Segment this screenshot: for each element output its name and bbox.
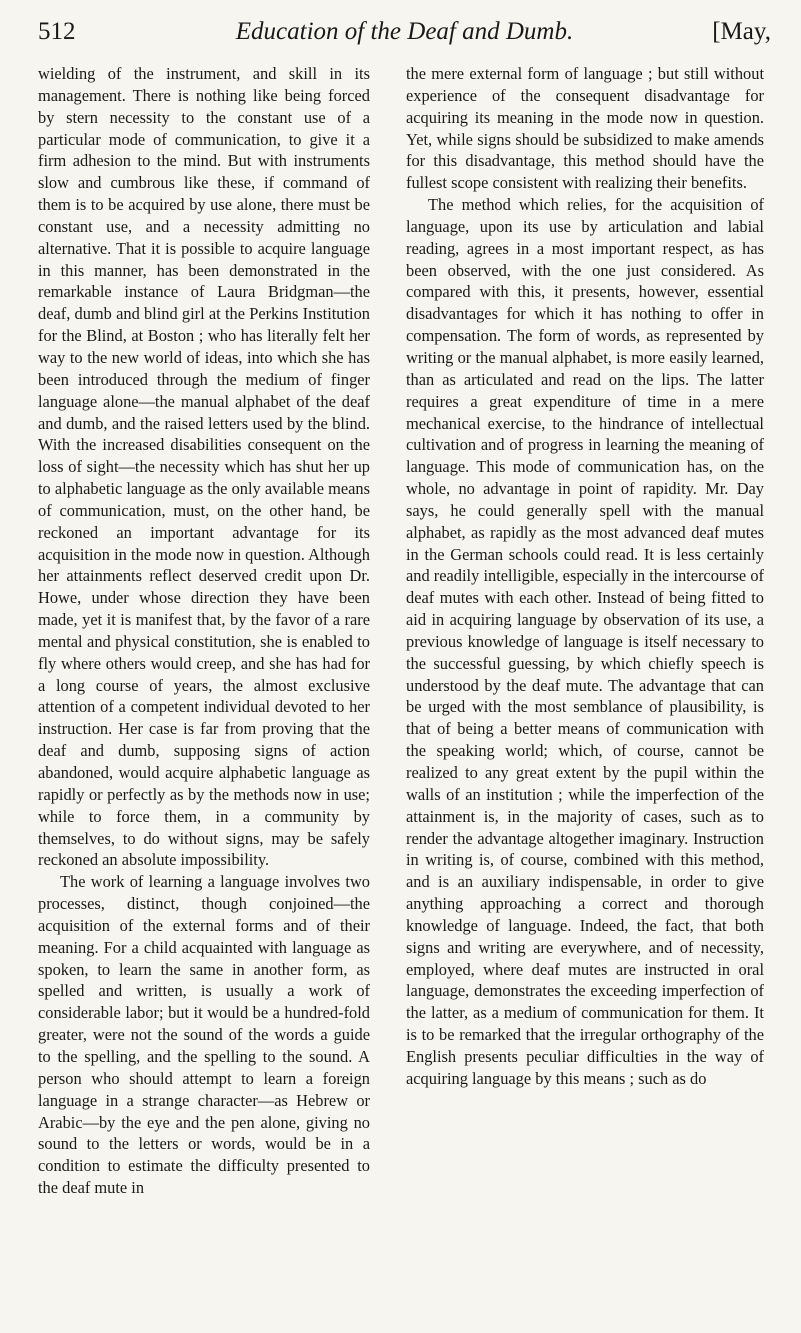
- right-column: [406, 63, 764, 1090]
- paragraph: The method which relies, for the acquisition of language, upon its use by articulation and labial reading, agrees in a most important respect, as has been observed, with the one just considered. As compared with this, it presents, however, essential disadvantages for which it has nothing to offer in compensation. The form of words, as represented by writing or the manual alphabet, is more easily learned, than as articulated and read on the lips. The latter requires a great expenditure of time in a mere mechanical exercise, to the hindrance of intellectual cultivation and of progress in learning the meaning of language. This mode of communication has, on the whole, no advantage in point of rapidity. Mr. Day says, he could generally spell with the manual alphabet, as rapidly as the most advanced deaf mutes in the German schools could read. It is less certainly and readily intelligible, especially in the intercourse of deaf mutes with each other. Instead of being fitted to aid in acquiring language by observation of its use, a previous knowledge of language is itself necessary to the successful guessing, by which chiefly speech is understood by the deaf mute. The advantage that can be urged with the most semblance of plausibility, is that of being a better means of communication with the speaking world; which, of course, cannot be realized to any great extent by the pupil within the walls of an institution ; while the imperfection of the attainment is, in the majority of cases, such as to render the advantage altogether imaginary. Instruction in writing is, of course, combined with this method, and is an auxiliary indispensable, in order to give anything approaching a correct and thorough knowledge of language. Indeed, the fact, that both signs and writing are everywhere, and of necessity, employed, where deaf mutes are instructed in oral language, demonstrates the exceeding imperfection of the latter, as a medium of communication for them. It is to be remarked that the irregular orthography of the English presents peculiar difficulties in the way of acquiring language by this means ; such as do: [406, 195, 764, 1088]
- left-column: [38, 63, 370, 1199]
- paragraph: wielding of the instrument, and skill in its management. There is nothing like being forced by stern necessity to the constant use of a particular mode of communication, to give it a firm adhesion to the mind. But with instruments slow and cumbrous like these, if command of them is to be acquired by use alone, there must be constant use, and a necessity admitting no alternative. That it is possible to acquire language in this manner, has been demonstrated in the remarkable instance of Laura Bridgman—the deaf, dumb and blind girl at the Perkins Institution for the Blind, at Boston ; who has literally felt her way to the new world of ideas, into which she has been introduced through the medium of finger language alone—the manual alphabet of the deaf and dumb, and the raised letters used by the blind. With the increased disabilities consequent on the loss of sight—the necessity which has shut her up to alphabetic language as the only available means of communication, must, on the other hand, be reckoned an important advantage for its acquisition in the mode now in question. Although her attainments reflect deserved credit upon Dr. Howe, under whose direction they have been made, yet it is manifest that, by the favor of a rare mental and physical constitution, she is enabled to fly where others would creep, and she has had for a long course of years, the almost exclusive attention of a competent individual devoted to her instruction. Her case is far from proving that the deaf and dumb, supposing signs of action abandoned, would acquire alphabetic language as rapidly or perfectly as by the methods now in use; while to force them, in a community by themselves, to do without signs, may be safely reckoned an absolute impossibility.: [38, 64, 370, 870]
- running-header: [38, 12, 771, 52]
- page-number: 512: [38, 18, 76, 45]
- paragraph: The work of learning a language involves two processes, distinct, though conjoined—the acquisition of the external forms and of their meaning. For a child acquainted with language as spoken, to learn the same in another form, as spelled and written, is usually a work of considerable labor; but it would be a hundred-fold greater, were not the sound of the words a guide to the spelling, and the spelling to the sound. A person who should attempt to learn a foreign language in a strange character—as Hebrew or Arabic—by the eye and the pen alone, giving no sound to the letters or words, would be in a condition to estimate the difficulty presented to the deaf mute in: [38, 872, 370, 1198]
- running-title: Education of the Deaf and Dumb.: [235, 18, 574, 45]
- issue-date: [May,: [712, 18, 771, 45]
- paragraph: the mere external form of language ; but still without experience of the consequent disadvantage for acquiring its meaning in the mode now in question. Yet, while signs should be subsidized to make amends for this disadvantage, this method should have the fullest scope consistent with realizing their benefits.: [406, 64, 764, 193]
